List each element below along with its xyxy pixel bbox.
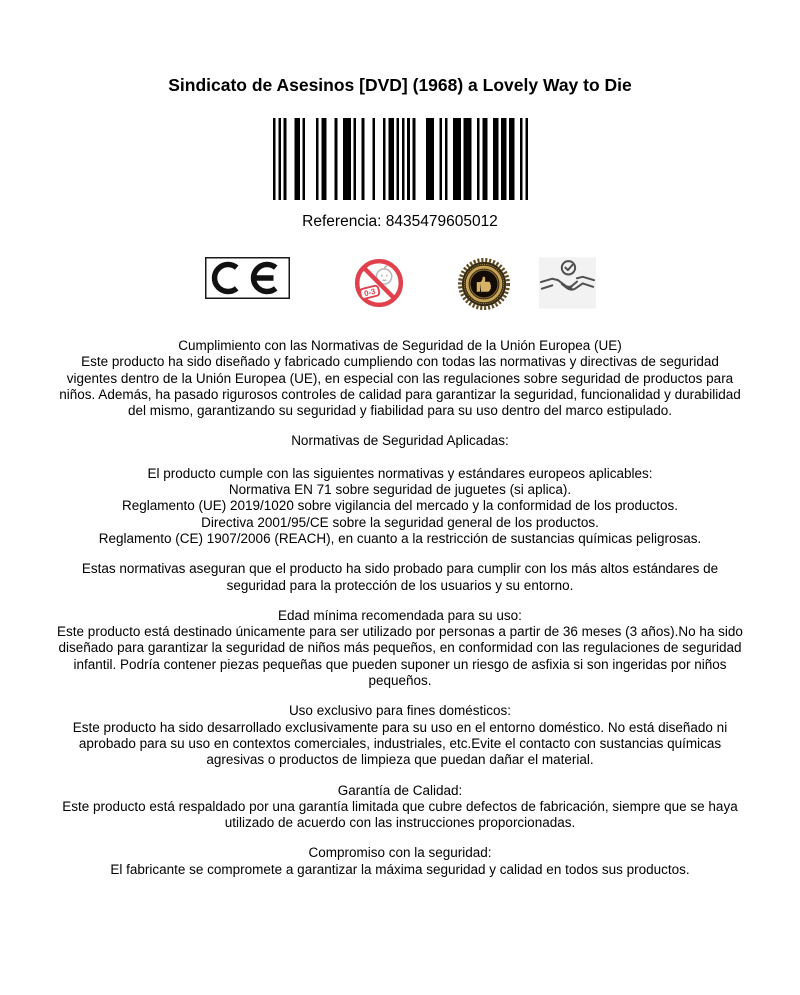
standards-line: Reglamento (UE) 2019/1020 sobre vigilancia del mercado y la conformidad de los productos. (121, 498, 679, 514)
section-paragraph: Este producto ha sido desarrollado exclusivamente para su uso en el entorno doméstico. No está diseñado ni aprobado para su uso en contextos comerciales, industriales, etc.Evite el contacto con sustancias químicas agresivas o productos de limpieza que puedan dañar el material. (72, 719, 728, 768)
age-warning-0-3-icon (353, 257, 405, 314)
standards-line: Directiva 2001/95/CE sobre la seguridad general de los productos. (201, 514, 599, 530)
section-heading: Garantía de Calidad: (337, 782, 463, 798)
section-paragraph: Este producto está destinado únicamente para ser utilizado por personas a partir de 36 meses (3 años).No ha sido diseñado para garantizar la seguridad de niños más pequeños, en conformidad con las regulaciones de seguridad infantil. Podría contener piezas pequeñas que pueden suponer un riesgo de asfixia si son ingeridas por niños pequeños. (57, 624, 743, 689)
section-standards-assurance (55, 561, 745, 594)
page-title: Sindicato de Asesinos [DVD] (1968) a Lovely Way to Die (168, 75, 632, 95)
ce-mark-icon (205, 257, 290, 304)
guarantee-handshake-icon (539, 257, 596, 314)
age-warning-label: 0-3 (363, 286, 377, 299)
section-heading: Compromiso con la seguridad: (308, 845, 492, 861)
barcode (0, 118, 800, 205)
section-quality-warranty (55, 783, 745, 832)
section-safety-commitment (55, 845, 745, 878)
section-heading: Normativas de Seguridad Aplicadas: (291, 433, 509, 449)
compliance-text (55, 338, 745, 878)
section-heading: Cumplimiento con las Normativas de Seguridad de la Unión Europea (UE) (178, 338, 622, 353)
section-heading: Edad mínima recomendada para su uso: (278, 607, 522, 623)
standards-line: Normativa EN 71 sobre seguridad de juguetes (si aplica). (228, 482, 572, 498)
section-paragraph: El fabricante se compromete a garantizar la máxima seguridad y calidad en todos sus productos. (110, 861, 690, 877)
section-minimum-age (55, 608, 745, 689)
section-applied-standards (55, 433, 745, 547)
section-paragraph: Este producto ha sido diseñado y fabricado cumpliendo con todas las normativas y directivas de seguridad vigentes dentro de la Unión Europea (UE), en especial con las regulaciones sobre seguridad de productos para niños. Además, ha pasado rigurosos controles de calidad para garantizar la seguridad, funcionalidad y durabilidad del mismo, garantizando su seguridad y fiabilidad para su uso dentro del marco estipulado. (59, 354, 741, 419)
quality-seal-icon (457, 257, 511, 316)
barcode-reference-label: Referencia: 8435479605012 (302, 213, 498, 230)
standards-line: El producto cumple con las siguientes normativas y estándares europeos aplicables: (147, 465, 653, 481)
compliance-icons-row (0, 257, 800, 315)
section-domestic-use (55, 703, 745, 768)
section-paragraph: Estas normativas aseguran que el producto ha sido probado para cumplir con los más altos estándares de seguridad para la protección de los usuarios y su entorno. (81, 561, 719, 593)
section-paragraph: Este producto está respaldado por una garantía limitada que cubre defectos de fabricación, siempre que se haya utilizado de acuerdo con las instrucciones proporcionadas. (62, 798, 738, 831)
standards-line: Reglamento (CE) 1907/2006 (REACH), en cuanto a la restricción de sustancias químicas peligrosas. (98, 530, 702, 546)
section-eu-compliance (55, 338, 745, 419)
section-heading: Uso exclusivo para fines domésticos: (288, 703, 512, 719)
barcode-image (273, 118, 528, 200)
